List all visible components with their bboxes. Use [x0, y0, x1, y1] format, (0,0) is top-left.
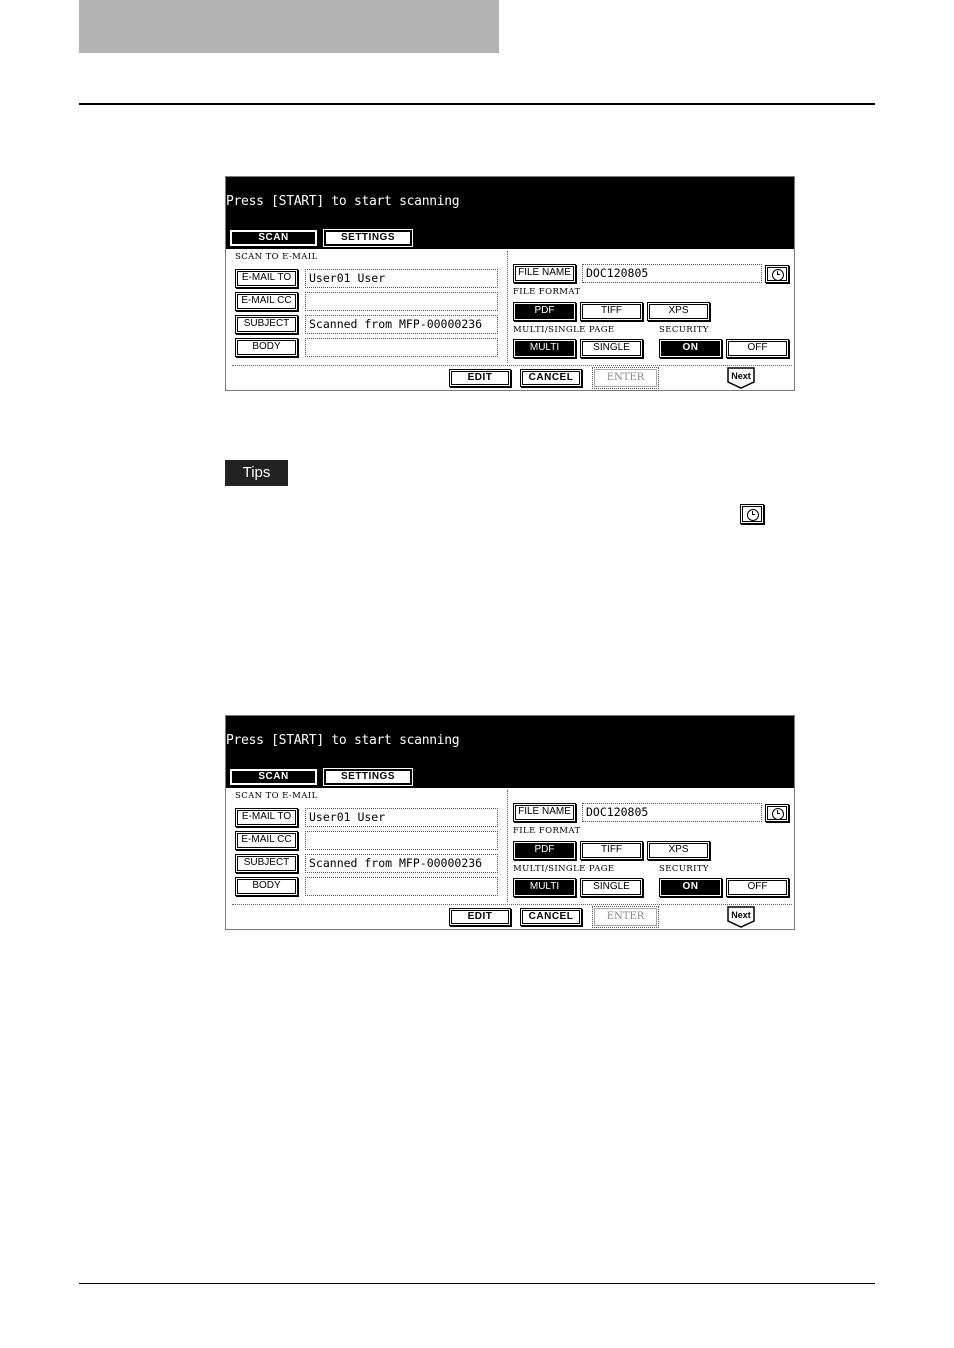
section-title: SCAN TO E-MAIL: [235, 791, 318, 801]
message-area: [226, 177, 794, 249]
single-button[interactable]: SINGLE: [580, 339, 643, 358]
subject-field[interactable]: Scanned from MFP-00000236: [305, 854, 498, 873]
security-off-button[interactable]: OFF: [726, 878, 789, 897]
bottom-divider: [232, 904, 792, 905]
format-tiff-button[interactable]: TIFF: [580, 302, 643, 321]
tab-scan[interactable]: SCAN: [230, 230, 317, 246]
multi-single-label: MULTI/SINGLE PAGE: [513, 325, 615, 335]
clock-icon[interactable]: [765, 804, 789, 822]
body-field[interactable]: [305, 877, 498, 896]
security-on-button[interactable]: ON: [659, 339, 722, 358]
email-to-button[interactable]: E-MAIL TO: [235, 269, 298, 288]
column-divider: [507, 251, 508, 363]
clock-icon: [740, 504, 764, 524]
email-to-button[interactable]: E-MAIL TO: [235, 808, 298, 827]
file-name-field[interactable]: DOC120805: [582, 264, 762, 283]
clock-icon[interactable]: [765, 265, 789, 283]
body-button[interactable]: BODY: [235, 877, 298, 896]
format-pdf-button[interactable]: PDF: [513, 841, 576, 860]
status-message: Press [START] to start scanning: [226, 733, 460, 748]
enter-button[interactable]: ENTER: [592, 367, 659, 389]
column-divider: [507, 790, 508, 902]
section-title: SCAN TO E-MAIL: [235, 252, 318, 262]
multi-button[interactable]: MULTI: [513, 339, 576, 358]
file-name-field[interactable]: DOC120805: [582, 803, 762, 822]
edit-button[interactable]: EDIT: [449, 908, 511, 926]
format-pdf-button[interactable]: PDF: [513, 302, 576, 321]
file-name-button[interactable]: FILE NAME: [513, 264, 576, 283]
bottom-rule: [79, 1283, 875, 1284]
body-button[interactable]: BODY: [235, 338, 298, 357]
next-label: Next: [731, 910, 751, 920]
bottom-divider: [232, 365, 792, 366]
next-page-icon[interactable]: [727, 367, 755, 389]
subject-field[interactable]: Scanned from MFP-00000236: [305, 315, 498, 334]
tips-badge: Tips: [225, 460, 288, 486]
email-cc-button[interactable]: E-MAIL CC: [235, 292, 298, 311]
format-tiff-button[interactable]: TIFF: [580, 841, 643, 860]
tab-settings[interactable]: SETTINGS: [324, 769, 412, 785]
security-label: SECURITY: [659, 325, 709, 335]
email-to-field[interactable]: User01 User: [305, 269, 498, 288]
scan-panel-1: [225, 176, 795, 391]
header-bar: [79, 0, 499, 53]
email-to-field[interactable]: User01 User: [305, 808, 498, 827]
multi-button[interactable]: MULTI: [513, 878, 576, 897]
next-page-icon[interactable]: [727, 906, 755, 928]
multi-single-label: MULTI/SINGLE PAGE: [513, 864, 615, 874]
next-label: Next: [731, 371, 751, 381]
email-cc-field[interactable]: [305, 292, 498, 311]
status-message: Press [START] to start scanning: [226, 194, 460, 209]
body-field[interactable]: [305, 338, 498, 357]
message-area: [226, 716, 794, 788]
cancel-button[interactable]: CANCEL: [520, 369, 582, 387]
format-xps-button[interactable]: XPS: [647, 302, 710, 321]
subject-button[interactable]: SUBJECT: [235, 854, 298, 873]
security-on-button[interactable]: ON: [659, 878, 722, 897]
tab-scan[interactable]: SCAN: [230, 769, 317, 785]
email-cc-button[interactable]: E-MAIL CC: [235, 831, 298, 850]
file-name-button[interactable]: FILE NAME: [513, 803, 576, 822]
enter-button[interactable]: ENTER: [592, 906, 659, 928]
edit-button[interactable]: EDIT: [449, 369, 511, 387]
tab-settings[interactable]: SETTINGS: [324, 230, 412, 246]
security-off-button[interactable]: OFF: [726, 339, 789, 358]
subject-button[interactable]: SUBJECT: [235, 315, 298, 334]
security-label: SECURITY: [659, 864, 709, 874]
cancel-button[interactable]: CANCEL: [520, 908, 582, 926]
scan-panel-2: [225, 715, 795, 930]
file-format-label: FILE FORMAT: [513, 826, 581, 836]
single-button[interactable]: SINGLE: [580, 878, 643, 897]
top-rule: [79, 103, 875, 105]
email-cc-field[interactable]: [305, 831, 498, 850]
format-xps-button[interactable]: XPS: [647, 841, 710, 860]
file-format-label: FILE FORMAT: [513, 287, 581, 297]
